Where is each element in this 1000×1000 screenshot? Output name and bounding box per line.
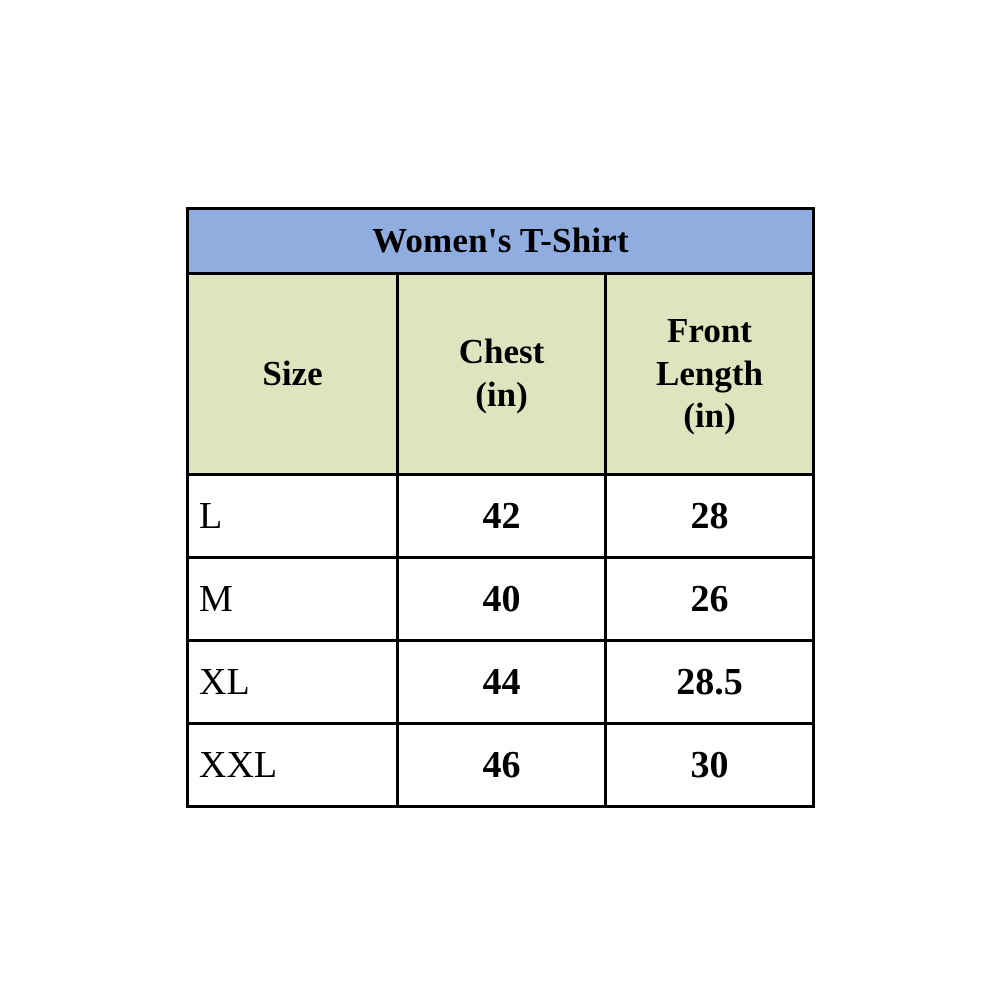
cell-front-length: 28 bbox=[606, 475, 814, 558]
cell-chest: 44 bbox=[398, 641, 606, 724]
table-row bbox=[188, 558, 814, 641]
column-header-size bbox=[188, 274, 398, 475]
table-row bbox=[188, 641, 814, 724]
size-chart-container bbox=[186, 207, 812, 808]
cell-size: L bbox=[188, 475, 398, 558]
table-header-row bbox=[188, 274, 814, 475]
table-row bbox=[188, 724, 814, 807]
cell-size: XL bbox=[188, 641, 398, 724]
cell-chest: 42 bbox=[398, 475, 606, 558]
table-title-row bbox=[188, 209, 814, 274]
column-header-front-length-line1: Front bbox=[667, 310, 752, 350]
column-header-front-length-line2: Length bbox=[656, 353, 763, 393]
cell-front-length: 26 bbox=[606, 558, 814, 641]
cell-chest: 46 bbox=[398, 724, 606, 807]
table-row bbox=[188, 475, 814, 558]
column-header-front-length-line3: (in) bbox=[683, 396, 736, 436]
column-header-size-line1: Size bbox=[262, 353, 323, 393]
cell-front-length: 30 bbox=[606, 724, 814, 807]
cell-front-length: 28.5 bbox=[606, 641, 814, 724]
column-header-chest-line1: Chest bbox=[458, 332, 545, 372]
table-title: Women's T-Shirt bbox=[188, 209, 814, 274]
column-header-chest-line2: (in) bbox=[475, 375, 528, 414]
column-header-front-length bbox=[606, 274, 814, 475]
cell-size: XXL bbox=[188, 724, 398, 807]
cell-chest: 40 bbox=[398, 558, 606, 641]
size-chart-table bbox=[186, 207, 815, 808]
cell-size: M bbox=[188, 558, 398, 641]
column-header-chest bbox=[398, 274, 606, 475]
